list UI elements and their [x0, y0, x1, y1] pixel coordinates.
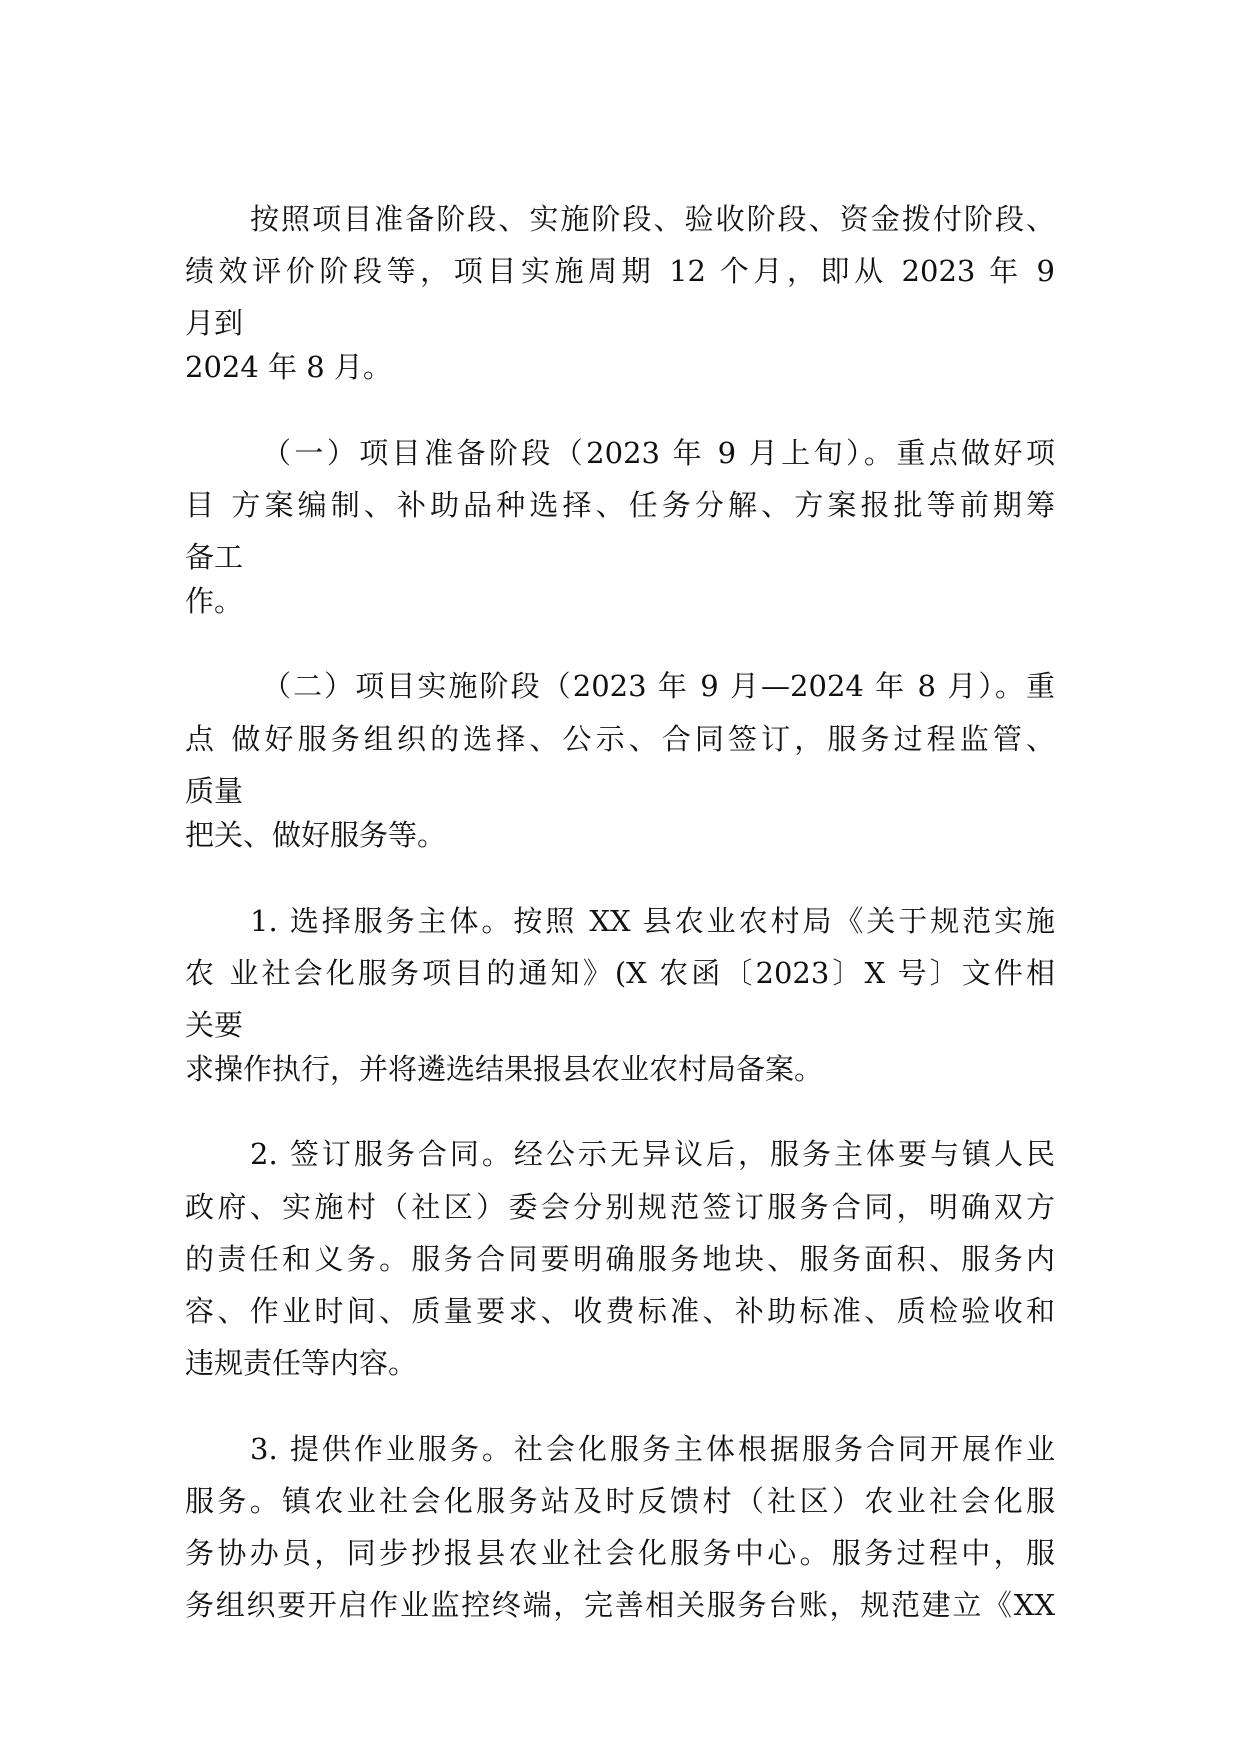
paragraph-6-line-3: 务协办员，同步抄报县农业社会化服务中心。服务过程中，服	[185, 1536, 1055, 1570]
paragraph-4-line-3: 关要	[185, 1008, 244, 1042]
paragraph-1-line-4: 2024 年 8 月。	[185, 350, 392, 384]
paragraph-2-line-4: 作。	[185, 584, 244, 618]
paragraph-1-line-1: 按照项目准备阶段、实施阶段、验收阶段、资金拨付阶段、	[250, 202, 1055, 236]
paragraph-5-line-2: 政府、实施村（社区）委会分别规范签订服务合同，明确双方	[185, 1190, 1055, 1224]
paragraph-5-line-5: 违规责任等内容。	[185, 1346, 418, 1380]
paragraph-2-line-2: 目 方案编制、补助品种选择、任务分解、方案报批等前期筹	[185, 488, 1055, 522]
paragraph-4-line-2: 农 业社会化服务项目的通知》(X 农函〔2023〕X 号〕文件相	[185, 956, 1055, 990]
paragraph-6-line-2: 服务。镇农业社会化服务站及时反馈村（社区）农业社会化服	[185, 1484, 1055, 1518]
paragraph-2-line-3: 备工	[185, 540, 244, 574]
paragraph-6-line-4: 务组织要开启作业监控终端，完善相关服务台账，规范建立《XX	[185, 1588, 1055, 1622]
paragraph-6-line-1: 3. 提供作业服务。社会化服务主体根据服务合同开展作业	[250, 1432, 1055, 1466]
paragraph-5-line-1: 2. 签订服务合同。经公示无异议后，服务主体要与镇人民	[250, 1137, 1055, 1171]
paragraph-3-line-4: 把关、做好服务等。	[185, 818, 447, 852]
paragraph-1-line-3: 月到	[185, 306, 244, 340]
paragraph-3-line-3: 质量	[185, 774, 244, 808]
paragraph-5-line-4: 容、作业时间、质量要求、收费标准、补助标准、质检验收和	[185, 1294, 1055, 1328]
paragraph-3-line-2: 点 做好服务组织的选择、公示、合同签订，服务过程监管、	[185, 722, 1055, 756]
paragraph-1-line-2: 绩效评价阶段等，项目实施周期 12 个月，即从 2023 年 9	[185, 254, 1055, 288]
paragraph-4-line-1: 1. 选择服务主体。按照 XX 县农业农村局《关于规范实施	[250, 904, 1055, 938]
paragraph-5-line-3: 的责任和义务。服务合同要明确服务地块、服务面积、服务内	[185, 1242, 1055, 1276]
paragraph-2-line-1: （一）项目准备阶段（2023 年 9 月上旬）。重点做好项	[262, 436, 1055, 470]
paragraph-3-line-1: （二）项目实施阶段（2023 年 9 月—2024 年 8 月）。重	[262, 669, 1055, 703]
paragraph-4-line-4: 求操作执行，并将遴选结果报县农业农村局备案。	[185, 1052, 824, 1086]
